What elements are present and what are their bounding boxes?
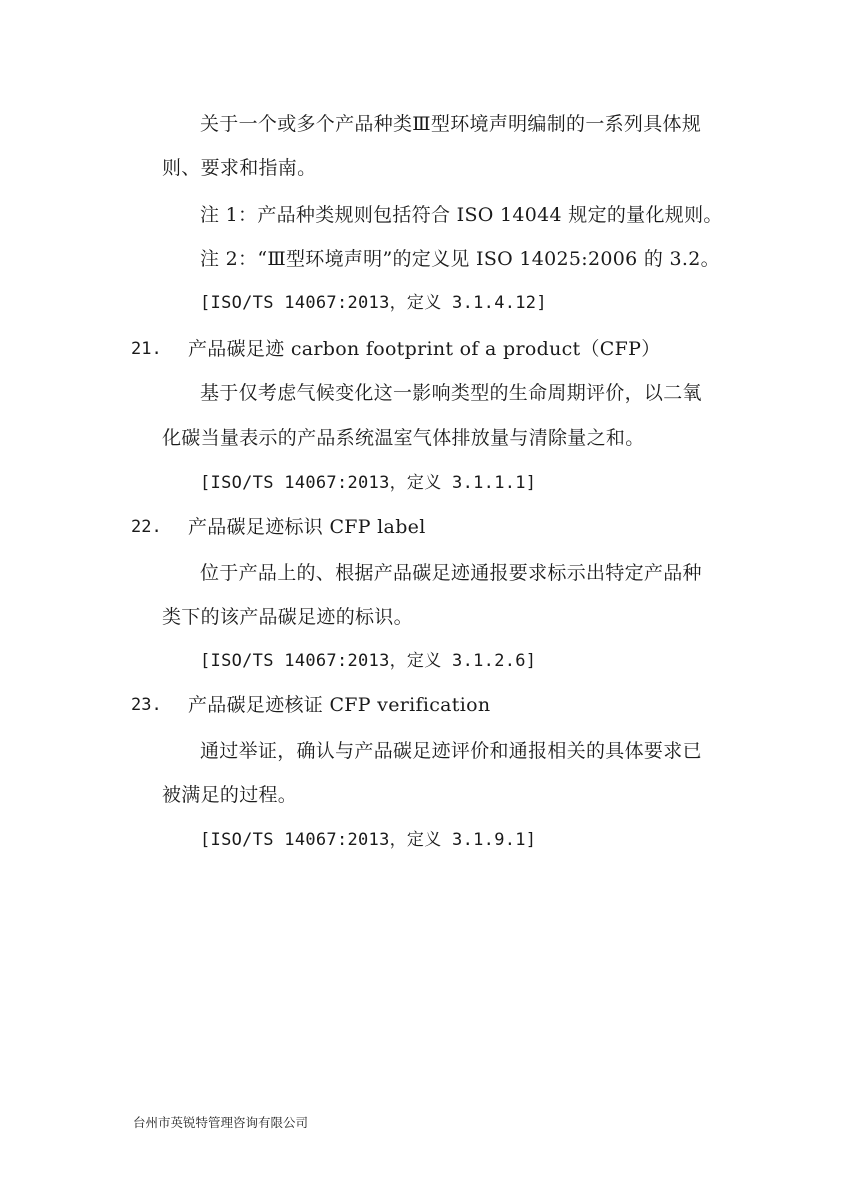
entry-number: 21. — [131, 339, 162, 359]
entry-term: 产品碳足迹 carbon footprint of a product（CFP） — [188, 338, 661, 360]
definition-text-line: 基于仅考虑气候变化这一影响类型的生命周期评价，以二氧 — [200, 382, 702, 404]
definition-text-line: 关于一个或多个产品种类Ⅲ型环境声明编制的一系列具体规 — [200, 113, 702, 135]
note-1: 注 1：产品种类规则包括符合 ISO 14044 规定的量化规则。 — [200, 204, 723, 226]
footer-company-name: 台州市英锐特管理咨询有限公司 — [133, 1115, 309, 1130]
source-reference: [ISO/TS 14067:2013，定义 3.1.9.1] — [200, 830, 537, 850]
source-reference: [ISO/TS 14067:2013，定义 3.1.4.12] — [200, 293, 547, 313]
source-reference: [ISO/TS 14067:2013，定义 3.1.1.1] — [200, 473, 537, 493]
note-2: 注 2：“Ⅲ型环境声明”的定义见 ISO 14025:2006 的 3.2。 — [200, 248, 720, 270]
entry-number: 22. — [131, 517, 162, 537]
entry-number: 23. — [131, 695, 162, 715]
definition-text-line: 通过举证，确认与产品碳足迹评价和通报相关的具体要求已 — [200, 740, 702, 762]
definition-text-line: 位于产品上的、根据产品碳足迹通报要求标示出特定产品种 — [200, 562, 702, 584]
definition-text-line: 化碳当量表示的产品系统温室气体排放量与清除量之和。 — [162, 427, 645, 449]
entry-term: 产品碳足迹标识 CFP label — [188, 516, 426, 538]
definition-text-line: 则、要求和指南。 — [162, 157, 317, 179]
source-reference: [ISO/TS 14067:2013，定义 3.1.2.6] — [200, 651, 537, 671]
entry-term: 产品碳足迹核证 CFP verification — [188, 694, 491, 716]
definition-text-line: 被满足的过程。 — [162, 784, 298, 806]
definition-text-line: 类下的该产品碳足迹的标识。 — [162, 606, 413, 628]
